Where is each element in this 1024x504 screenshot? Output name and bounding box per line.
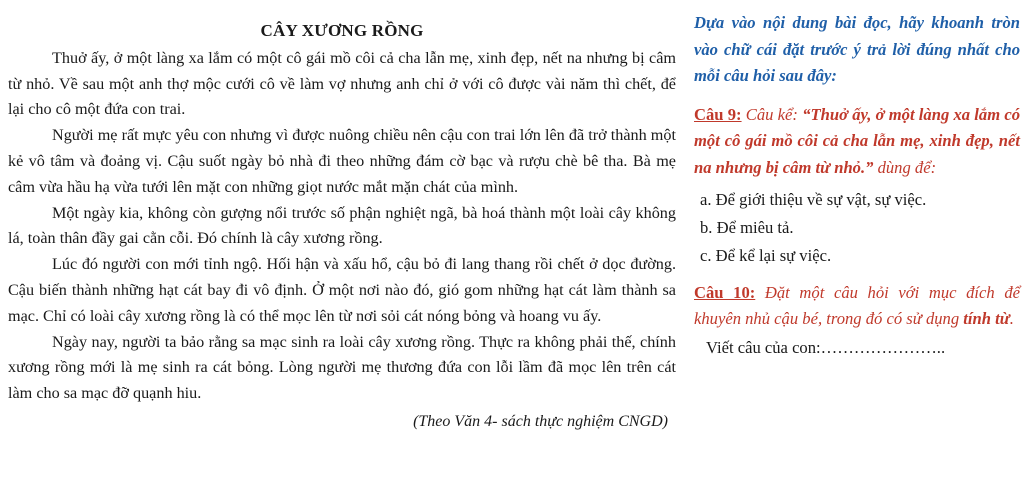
question-9-tail: dùng để: xyxy=(877,157,937,177)
story-title: CÂY XƯƠNG RỒNG xyxy=(260,21,424,40)
question-9-label: Câu 9: xyxy=(694,104,742,124)
question-9 xyxy=(694,102,1020,182)
question-10 xyxy=(694,280,1020,333)
question-10-label: Câu 10: xyxy=(694,282,756,302)
question-9-options xyxy=(700,186,1020,270)
question-10-text: Đặt một câu hỏi với mục đích để khuyên nhủ cậu bé, trong đó có sử dụng xyxy=(694,282,1020,329)
story-paragraph-5: Ngày nay, người ta bảo rằng sa mạc sinh ra loài cây xương rồng. Thực ra không phải thế, chính xương rồng mới là mẹ sinh ra cát bỏng. Lòng người mẹ thương đứa con lỗi lầm đã mọc lên trên cát làm cho sa mạc đỡ quạnh hiu. xyxy=(8,332,676,403)
questions-panel xyxy=(694,10,1020,361)
story-paragraph-3: Một ngày kia, không còn gượng nổi trước số phận nghiệt ngã, bà hoá thành một loài cây không lá, toàn thân đầy gai cằn cỗi. Đó chính là cây xương rồng. xyxy=(8,203,676,248)
option-b[interactable]: b. Để miêu tả. xyxy=(700,217,794,237)
question-9-quote: “Thuở ấy, ở một làng xa lắm có một cô gái mồ côi cả cha lẫn mẹ, xinh đẹp, nết na nhưng bị câm từ nhỏ.” xyxy=(694,104,1020,177)
story-paragraph-2: Người mẹ rất mực yêu con nhưng vì được nuông chiều nên cậu con trai lớn lên đã trở thành một kẻ vô tâm và đoảng vị. Cậu suốt ngày bỏ nhà đi theo những đám cờ bạc và rượu chè bê tha. Bà mẹ câm vừa hầu hạ vừa tưới lên mặt con những giọt nước mắt mặn chát của mình. xyxy=(8,126,676,196)
instructions: Dựa vào nội dung bài đọc, hãy khoanh tròn vào chữ cái đặt trước ý trả lời đúng nhất cho mỗi câu hỏi sau đây: xyxy=(694,13,1020,86)
answer-write-line[interactable]: Viết câu của con:………………….. xyxy=(706,337,946,357)
question-10-emphasis: tính từ xyxy=(963,309,1010,329)
story-paragraph-1: Thuở ấy, ở một làng xa lắm có một cô gái mồ côi cả cha lẫn mẹ, xinh đẹp, nết na nhưng bị câm từ nhỏ. Về sau một anh thợ mộc cưới cô về làm vợ nhưng anh chỉ ở với cô được vài năm thì chết, để lại cho cô một đứa con trai. xyxy=(8,48,676,119)
reading-passage xyxy=(8,14,676,435)
option-a[interactable]: a. Để giới thiệu về sự vật, sự việc. xyxy=(700,189,927,209)
question-10-end: . xyxy=(1009,309,1014,329)
question-9-lead: Câu kể: xyxy=(745,104,798,124)
option-c[interactable]: c. Để kể lại sự việc. xyxy=(700,245,832,265)
story-paragraph-4: Lúc đó người con mới tỉnh ngộ. Hối hận và xấu hổ, cậu bỏ đi lang thang rồi chết ở dọc đường. Cậu biến thành những hạt cát bay đi vô định. Ở một nơi nào đó, gió gom những hạt cát làm thành sa mạc. Chỉ có loài cây xương rồng là có thể mọc lên từ nơi sỏi cát nóng bỏng và hoang vu ấy. xyxy=(8,255,676,325)
story-source: (Theo Văn 4- sách thực nghiệm CNGD) xyxy=(413,412,668,430)
